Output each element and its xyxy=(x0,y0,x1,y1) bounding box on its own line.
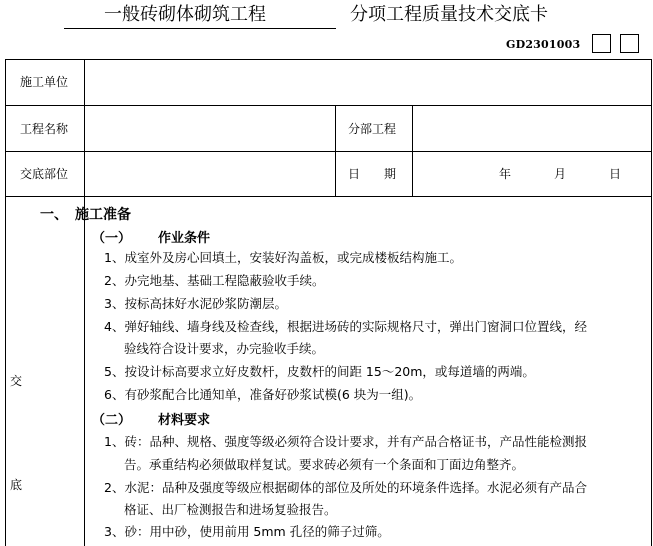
sub-1-num: （一） xyxy=(92,231,132,246)
sub-project-label: 分部工程 xyxy=(348,122,397,136)
list-item: 2、水泥：品种及强度等级应根据砌体的部位及所处的环境条件选择。水泥必须有产品合 xyxy=(104,480,587,495)
list-item: 验线符合设计要求，办完验收手续。 xyxy=(124,341,325,356)
location-label: 交底部位 xyxy=(20,167,69,181)
date-label: 日 期 xyxy=(348,167,397,181)
side-label-di: 底 xyxy=(10,478,23,492)
col-divider xyxy=(84,60,85,546)
construction-unit-field[interactable] xyxy=(86,62,648,102)
sub-1-title: 作业条件 xyxy=(158,231,211,246)
list-item: 5、按设计标高要求立好皮数杆，皮数杆的间距 15～20m，或每道墙的两端。 xyxy=(104,364,535,379)
list-item: 格证、出厂检测报告和进场复验报告。 xyxy=(124,502,337,517)
date-month-label: 月 xyxy=(554,167,567,181)
project-name-label: 工程名称 xyxy=(20,122,69,136)
checkbox-1[interactable] xyxy=(592,34,611,53)
section-1-title: 一、 施工准备 xyxy=(40,207,131,223)
row-divider xyxy=(6,151,651,152)
title-sub: 分项工程质量技术交底卡 xyxy=(350,4,548,25)
sub-2-title: 材料要求 xyxy=(158,413,211,428)
row-divider xyxy=(6,196,651,197)
list-item: 6、有砂浆配合比通知单，准备好砂浆试模(6 块为一组)。 xyxy=(104,387,422,402)
col-divider xyxy=(412,105,413,196)
list-item: 1、成室外及房心回填土，安装好沟盖板，或完成楼板结构施工。 xyxy=(104,250,462,265)
list-item: 3、按标高抹好水泥砂浆防潮层。 xyxy=(104,296,287,311)
sub-2-num: （二） xyxy=(92,413,132,428)
construction-unit-label: 施工单位 xyxy=(20,75,69,89)
date-day-label: 日 xyxy=(609,167,622,181)
list-item: 告。承重结构必须做取样复试。要求砖必须有一个条面和丁面边角整齐。 xyxy=(124,457,525,472)
side-label-jiao: 交 xyxy=(10,374,23,388)
list-item: 4、弹好轴线、墙身线及检查线，根据进场砖的实际规格尺寸，弹出门窗洞口位置线，经 xyxy=(104,319,587,334)
location-field[interactable] xyxy=(86,154,332,194)
list-item: 2、办完地基、基础工程隐蔽验收手续。 xyxy=(104,273,325,288)
col-divider xyxy=(335,105,336,196)
title-row xyxy=(0,0,653,32)
row-divider xyxy=(6,105,651,106)
doc-code: GD2301003 xyxy=(506,38,581,51)
sub-project-field[interactable] xyxy=(415,108,648,148)
date-year-label: 年 xyxy=(499,167,512,181)
checkbox-2[interactable] xyxy=(620,34,639,53)
project-name-field[interactable] xyxy=(86,108,332,148)
list-item: 3、砂：用中砂，使用前用 5mm 孔径的筛子过筛。 xyxy=(104,524,390,539)
title-main: 一般砖砌体砌筑工程 xyxy=(64,4,336,29)
list-item: 1、砖：品种、规格、强度等级必须符合设计要求，并有产品合格证书，产品性能检测报 xyxy=(104,434,587,449)
